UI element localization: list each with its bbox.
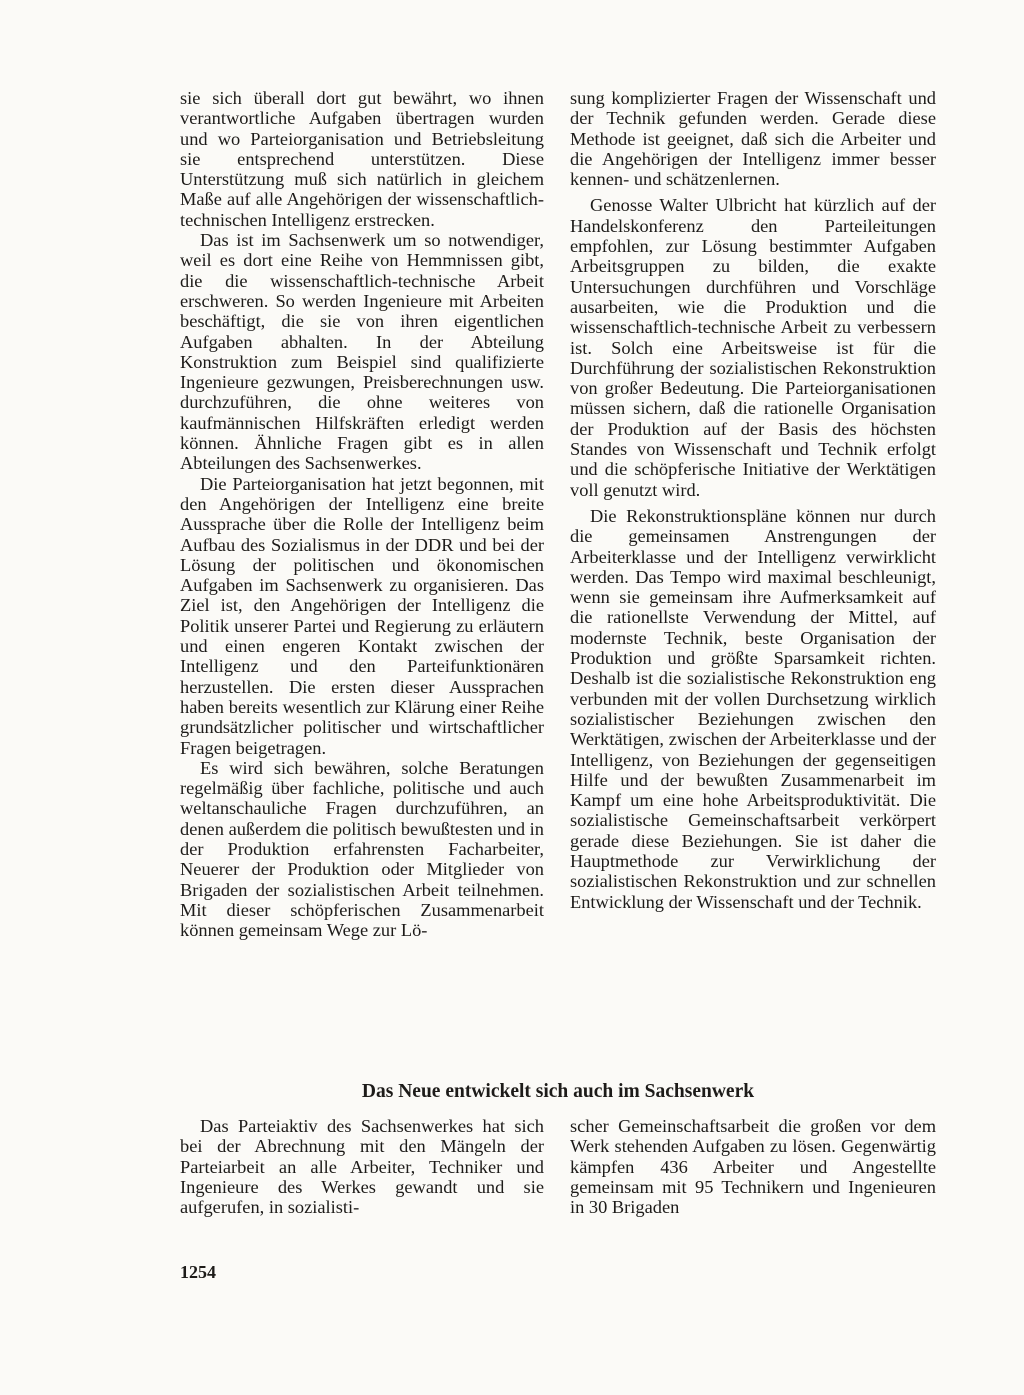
right-column: [570, 88, 936, 912]
page-number: 1254: [180, 1262, 216, 1282]
section-heading: Das Neue entwickelt sich auch im Sachsenwerk: [361, 1081, 755, 1102]
paragraph: Genosse Walter Ulbricht hat kürzlich auf der Handelskonferenz den Parteileitungen empfohlen, zur Lösung bestimmter Aufgaben Arbeitsgruppen zu bilden, die exakte Untersuchungen durchführen und Vorschläge ausarbeiten, wie die Produktion und die wissenschaftlich-technische Arbeit zu verbessern ist. Solch eine Arbeitsweise ist für die Durchführung der sozialistischen Rekonstruktion von großer Bedeutung. Die Parteiorganisationen müssen sichern, daß die rationelle Organisation der Produktion auf der Basis des höchsten Standes von Wissenschaft und Technik erfolgt und die schöpferische Initiative der Werktätigen voll genutzt wird.: [570, 195, 936, 500]
bottom-right-column: [570, 1116, 936, 1217]
paragraph: Die Rekonstruktionspläne können nur durch die gemeinsamen Anstrengungen der Arbeiterklasse und der Intelligenz verwirklicht werden. Das Tempo wird maximal beschleunigt, wenn sie gemeinsam ihre Aufmerksamkeit auf die rationellste Verwendung der Mittel, auf modernste Technik, beste Organisation der Produktion und größte Sparsamkeit richten. Deshalb ist die sozialistische Rekonstruktion eng verbunden mit der vollen Durchsetzung wirklich sozialistischer Beziehungen zwischen den Werktätigen, zwischen der Arbeiterklasse und der Intelligenz, von Beziehungen der gegenseitigen Hilfe und der bewußten Zusammenarbeit im Kampf um eine hohe Arbeitsproduktivität. Die sozialistische Gemeinschaftsarbeit verkörpert gerade diese Beziehungen. Sie ist daher die Hauptmethode zur Verwirklichung der sozialistischen Rekonstruktion und zur schnellen Entwicklung der Wissenschaft und der Technik.: [570, 505, 936, 912]
paragraph: sung komplizierter Fragen der Wissenschaft und der Technik gefunden werden. Gerade diese Methode ist geeignet, daß sich die Arbeiter und die Angehörigen der Intelligenz immer besser kennen- und schätzenlernen.: [570, 88, 936, 190]
paragraph: Das Parteiaktiv des Sachsenwerkes hat sich bei der Abrechnung mit den Mängeln der Parteiarbeit an alle Arbeiter, Techniker und Ingenieure des Werkes gewandt und sie aufgerufen, in sozialisti-: [180, 1116, 544, 1218]
paragraph: sie sich überall dort gut bewährt, wo ihnen verantwortliche Aufgaben übertragen wurden und wo Parteiorganisation und Betriebsleitung sie entsprechend unterstützen. Diese Unterstützung muß sich natürlich in gleichem Maße auf alle Angehörigen der wissenschaftlich-technischen Intelligenz erstrecken.: [180, 88, 544, 230]
left-column: [180, 88, 544, 940]
paragraph: Es wird sich bewähren, solche Beratungen regelmäßig über fachliche, politische und auch weltanschauliche Fragen durchzuführen, an denen außerdem die politisch bewußtesten und in der Produktion erfahrensten Facharbeiter, Neuerer der Produktion oder Mitglieder von Brigaden der sozialistischen Arbeit teilnehmen. Mit dieser schöpferischen Zusammenarbeit können gemeinsam Wege zur Lö-: [180, 757, 544, 941]
paragraph: Die Parteiorganisation hat jetzt begonnen, mit den Angehörigen der Intelligenz eine breite Aussprache über die Rolle der Intelligenz beim Aufbau des Sozialismus in der DDR und bei der Lösung der politischen und ökonomischen Aufgaben im Sachsenwerk zu organisieren. Das Ziel ist, den Angehörigen der Intelligenz die Politik unserer Partei und Regierung zu erläutern und einen engeren Kontakt zwischen der Intelligenz und den Parteifunktionären herzustellen. Die ersten dieser Aussprachen haben bereits wesentlich zur Klärung einer Reihe grundsätzlicher politischer und wirtschaftlicher Fragen beigetragen.: [180, 473, 544, 758]
paragraph: Das ist im Sachsenwerk um so notwendiger, weil es dort eine Reihe von Hemmnissen gibt, die die wissenschaftlich-technische Arbeit erschweren. So werden Ingenieure mit Arbeiten beschäftigt, die sie von ihren eigentlichen Aufgaben abhalten. In der Abteilung Konstruktion zum Beispiel sind qualifizierte Ingenieure gezwungen, Preisberechnungen usw. durchzuführen, die ohne weiteres von kaufmännischen Hilfskräften erledigt werden können. Ähnliche Fragen gibt es in allen Abteilungen des Sachsenwerkes.: [180, 230, 544, 474]
bottom-left-column: [180, 1116, 544, 1217]
paragraph: scher Gemeinschaftsarbeit die großen vor dem Werk stehenden Aufgaben zu lösen. Gegenwärtig kämpfen 436 Arbeiter und Angestellte gemeinsam mit 95 Technikern und Ingenieuren in 30 Brigaden: [570, 1116, 936, 1218]
